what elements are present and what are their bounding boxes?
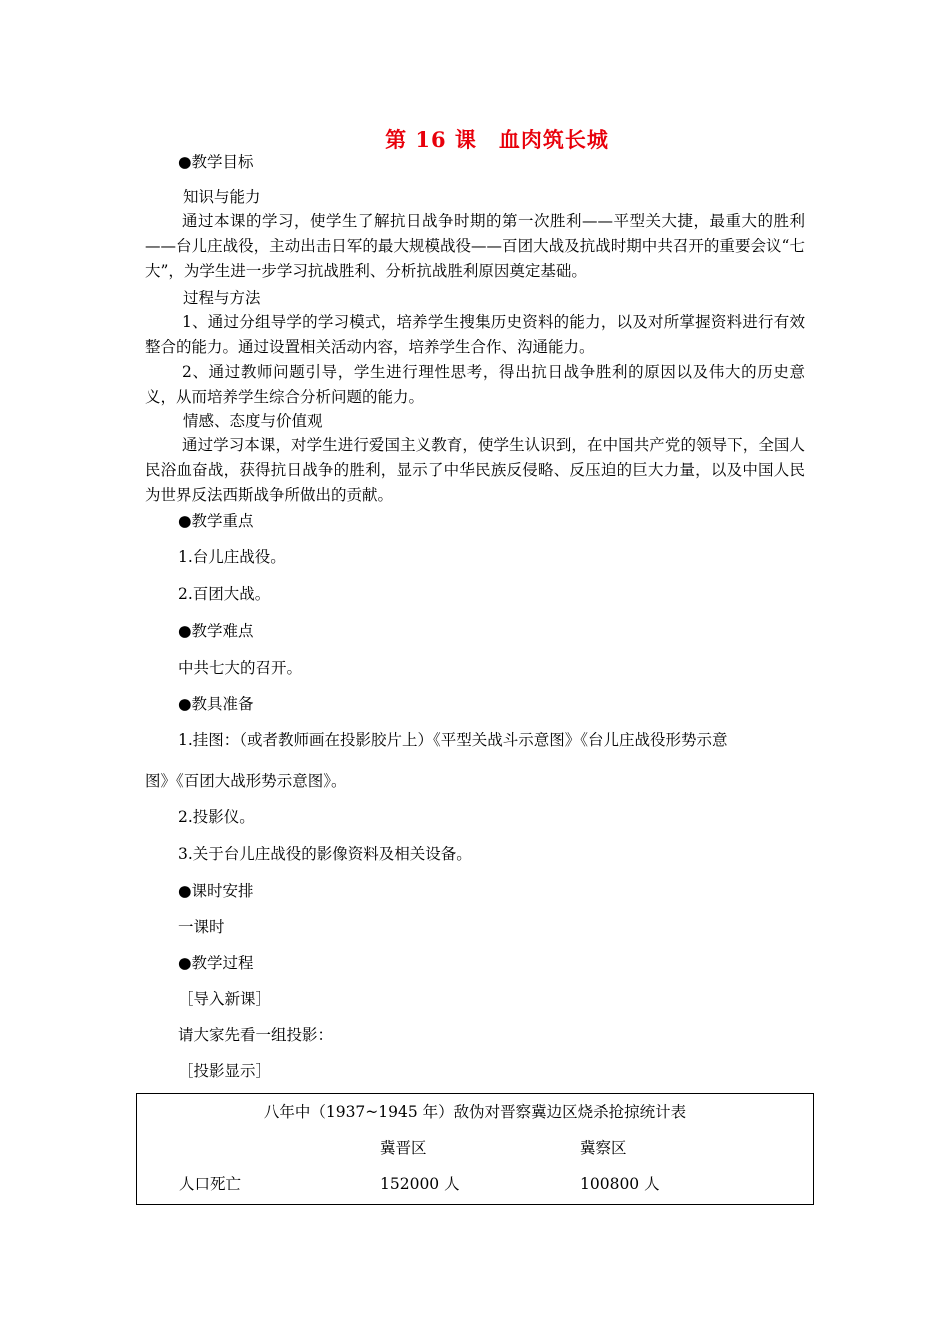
stats-table-column-header: 冀察区	[580, 1139, 627, 1157]
procedure-prompt: 请大家先看一组投影：	[178, 1026, 334, 1044]
schedule-heading: ●课时安排	[178, 882, 254, 900]
knowledge-text: 通过本课的学习，使学生了解抗日战争时期的第一次胜利——平型关大捷，最重大的胜利——台儿庄战役，主动出击日军的最大规模战役——百团大战及抗战时期中共召开的重要会议“七大”，为学生进一步学习抗战胜利、分析抗战胜利原因奠定基础。	[145, 212, 805, 280]
process-item-1: 1、通过分组导学的学习模式，培养学生搜集历史资料的能力，以及对所掌握资料进行有效整合的能力。通过设置相关活动内容，培养学生合作、沟通能力。	[145, 313, 805, 356]
knowledge-heading: 知识与能力	[183, 188, 261, 206]
process-item-2: 2、通过教师问题引导，学生进行理性思考，得出抗日战争胜利的原因以及伟大的历史意义，从而培养学生综合分析问题的能力。	[145, 363, 805, 406]
emotion-text: 通过学习本课，对学生进行爱国主义教育，使学生认识到，在中国共产党的领导下，全国人民浴血奋战，获得抗日战争的胜利，显示了中华民族反侵略、反压迫的巨大力量，以及中国人民为世界反法西斯战争所做出的贡献。	[145, 436, 805, 504]
materials-item-3: 3.关于台儿庄战役的影像资料及相关设备。	[178, 845, 472, 863]
materials-heading: ●教具准备	[178, 695, 254, 713]
stats-table-row-label: 人口死亡	[179, 1175, 242, 1193]
materials-item-1-line-1: 1.挂图：（或者教师画在投影胶片上）《平型关战斗示意图》《台儿庄战役形势示意	[178, 731, 728, 749]
schedule-text: 一课时	[178, 918, 225, 936]
lesson-title: 第 16 课 血肉筑长城	[385, 127, 609, 152]
stats-table-cell: 100800 人	[580, 1175, 660, 1193]
stats-table-column-header: 冀晋区	[380, 1139, 427, 1157]
process-heading: 过程与方法	[183, 289, 261, 307]
difficulty-text: 中共七大的召开。	[178, 659, 303, 677]
procedure-heading: ●教学过程	[178, 954, 254, 972]
stats-table	[136, 1093, 814, 1205]
difficulty-heading: ●教学难点	[178, 622, 254, 640]
key-points-heading: ●教学重点	[178, 512, 254, 530]
stats-table-caption: 八年中（1937~1945 年）敌伪对晋察冀边区烧杀抢掠统计表	[263, 1103, 687, 1121]
procedure-intro: ［导入新课］	[178, 990, 272, 1008]
procedure-show: ［投影显示］	[178, 1062, 272, 1080]
materials-item-1-line-2: 图》《百团大战形势示意图》。	[145, 772, 347, 790]
materials-item-2: 2.投影仪。	[178, 808, 255, 826]
stats-table-cell: 152000 人	[380, 1175, 460, 1193]
emotion-heading: 情感、态度与价值观	[183, 412, 323, 430]
objectives-heading: ●教学目标	[178, 153, 254, 171]
key-point-2: 2.百团大战。	[178, 585, 271, 603]
key-point-1: 1.台儿庄战役。	[178, 548, 286, 566]
